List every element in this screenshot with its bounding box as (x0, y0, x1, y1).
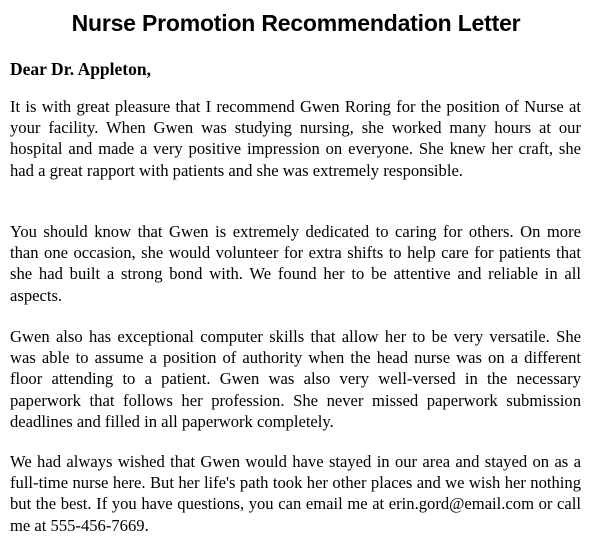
salutation: Dear Dr. Appleton, (10, 59, 151, 79)
paragraph-closing: We had always wished that Gwen would have stayed in our area and stayed on as a full-time nurse here. But her life's path took her other places and we wish her nothing but the best. If you have questions, you can email me at erin.gord@email.com or call me at 555-456-7669. (10, 452, 581, 535)
letter-title: Nurse Promotion Recommendation Letter (71, 10, 521, 36)
paragraph-skills: Gwen also has exceptional computer skills that allow her to be very versatile. She was able to assume a position of authority when the head nurse was on a different floor attending to a patient. Gwen was also very well-versed in the necessary paperwork that follows her profession. She never missed paperwork submission deadlines and filled in all paperwork completely. (10, 327, 581, 431)
paragraph-recommendation: It is with great pleasure that I recommend Gwen Roring for the position of Nurse at your facility. When Gwen was studying nursing, she worked many hours at our hospital and made a very positive impression on everyone. She knew her craft, she had a great rapport with patients and she was extremely responsible. (10, 97, 581, 180)
paragraph-dedication: You should know that Gwen is extremely dedicated to caring for others. On more than one occasion, she would volunteer for extra shifts to help care for patients that she had built a strong bond with. We found her to be attentive and reliable in all aspects. (10, 222, 581, 305)
